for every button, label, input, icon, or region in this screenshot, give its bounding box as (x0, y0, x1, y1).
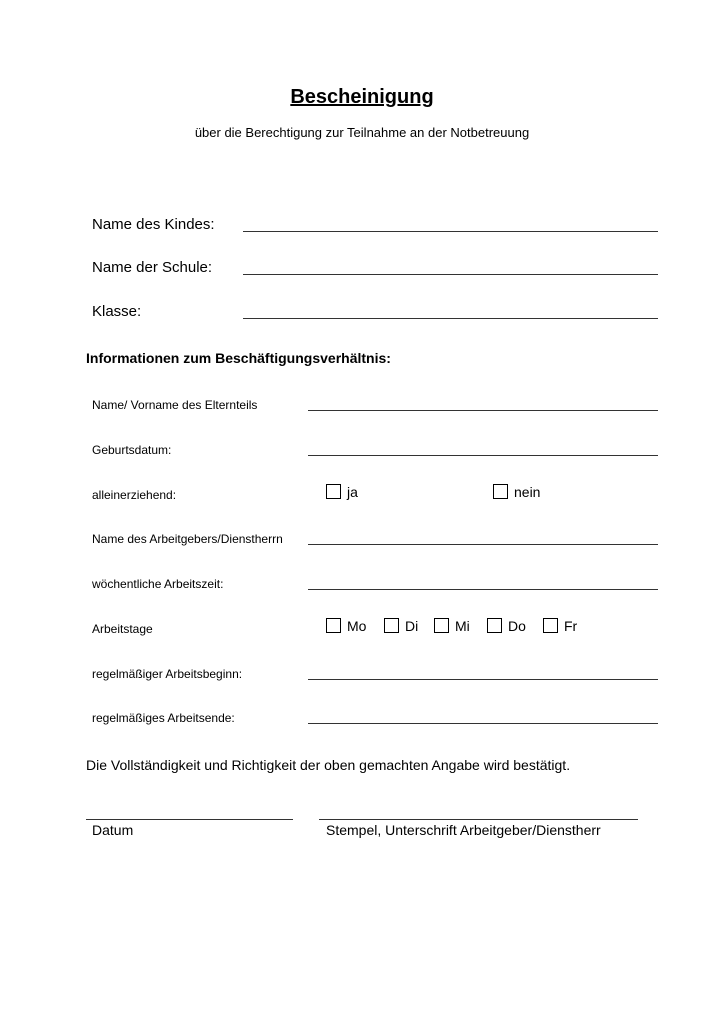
child-name-label: Name des Kindes: (92, 216, 215, 233)
birthdate-label: Geburtsdatum: (92, 443, 172, 457)
signature-field[interactable] (319, 819, 638, 820)
single-parent-yes[interactable] (326, 484, 358, 500)
work-start-field[interactable] (308, 679, 658, 680)
workday-fr[interactable] (543, 618, 577, 634)
workday-do[interactable] (487, 618, 526, 634)
workday-di[interactable] (384, 618, 418, 634)
checkbox-yes[interactable] (326, 484, 341, 499)
confirmation-text: Die Vollständigkeit und Richtigkeit der oben gemachten Angabe wird bestätigt. (86, 757, 571, 773)
workday-mi-label: Mi (455, 618, 470, 634)
single-parent-label: alleinerziehend: (92, 488, 177, 502)
weekly-hours-label: wöchentliche Arbeitszeit: (92, 577, 224, 591)
parent-name-label: Name/ Vorname des Elternteils (92, 398, 258, 412)
checkbox-di[interactable] (384, 618, 399, 633)
weekly-hours-field[interactable] (308, 589, 658, 590)
date-field[interactable] (86, 819, 293, 820)
workday-di-label: Di (405, 618, 419, 634)
class-label: Klasse: (92, 303, 142, 320)
single-parent-yes-label: ja (347, 484, 358, 500)
parent-name-field[interactable] (308, 410, 658, 411)
work-end-label: regelmäßiges Arbeitsende: (92, 711, 235, 725)
employment-section-heading: Informationen zum Beschäftigungsverhältnis: (86, 350, 391, 366)
document-title: Bescheinigung (290, 86, 434, 108)
checkbox-do[interactable] (487, 618, 502, 633)
workday-mi[interactable] (434, 618, 470, 634)
workday-mo-label: Mo (347, 618, 367, 634)
checkbox-mo[interactable] (326, 618, 341, 633)
signature-label: Stempel, Unterschrift Arbeitgeber/Dienstherr (326, 822, 601, 838)
checkbox-mi[interactable] (434, 618, 449, 633)
employer-label: Name des Arbeitgebers/Dienstherrn (92, 532, 283, 546)
work-start-label: regelmäßiger Arbeitsbeginn: (92, 667, 243, 681)
school-name-field[interactable] (243, 274, 658, 275)
school-name-label: Name der Schule: (92, 259, 213, 276)
workday-mo[interactable] (326, 618, 366, 634)
child-name-field[interactable] (243, 231, 658, 232)
date-label: Datum (92, 822, 134, 838)
class-field[interactable] (243, 318, 658, 319)
single-parent-no-label: nein (514, 484, 541, 500)
employer-field[interactable] (308, 544, 658, 545)
workdays-label: Arbeitstage (92, 622, 153, 636)
work-end-field[interactable] (308, 723, 658, 724)
workday-fr-label: Fr (564, 618, 578, 634)
document-subtitle: über die Berechtigung zur Teilnahme an der Notbetreuung (194, 125, 530, 140)
checkbox-fr[interactable] (543, 618, 558, 633)
single-parent-no[interactable] (493, 484, 540, 500)
birthdate-field[interactable] (308, 455, 658, 456)
checkbox-no[interactable] (493, 484, 508, 499)
workday-do-label: Do (508, 618, 526, 634)
